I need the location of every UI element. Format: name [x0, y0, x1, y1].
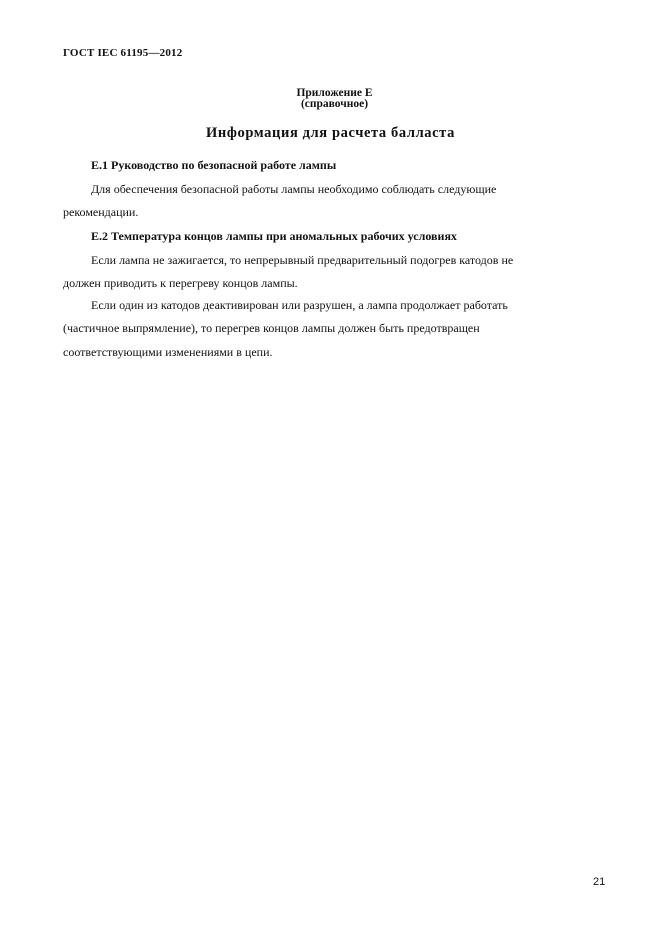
- annex-title-line: Приложение Е: [296, 87, 373, 99]
- annex-subtitle: (справочное): [300, 98, 369, 110]
- page-number: 21: [593, 876, 606, 888]
- paragraph-line: Для обеспечения безопасной работы лампы необходимо соблюдать следующие: [91, 182, 497, 196]
- paragraph-line: соответствующими изменениями в цепи.: [63, 345, 273, 359]
- document-code: ГОСТ IEC 61195—2012: [63, 47, 183, 59]
- page-title: Информация для расчета балласта: [206, 125, 455, 141]
- section-heading-e2: Е.2 Температура концов лампы при аномальных рабочих условиях: [91, 229, 457, 243]
- paragraph-line: рекомендации.: [63, 205, 139, 219]
- paragraph-line: (частичное выпрямление), то перегрев концов лампы должен быть предотвращен: [63, 321, 480, 335]
- section-heading-e1: Е.1 Руководство по безопасной работе лампы: [91, 158, 337, 172]
- annex-title: [0, 88, 661, 110]
- paragraph-line: Если лампа не зажигается, то непрерывный предварительный подогрев катодов не: [91, 253, 514, 267]
- paragraph-line: Если один из катодов деактивирован или разрушен, а лампа продолжает работать: [91, 298, 508, 312]
- paragraph-line: должен приводить к перегреву концов лампы.: [63, 276, 298, 290]
